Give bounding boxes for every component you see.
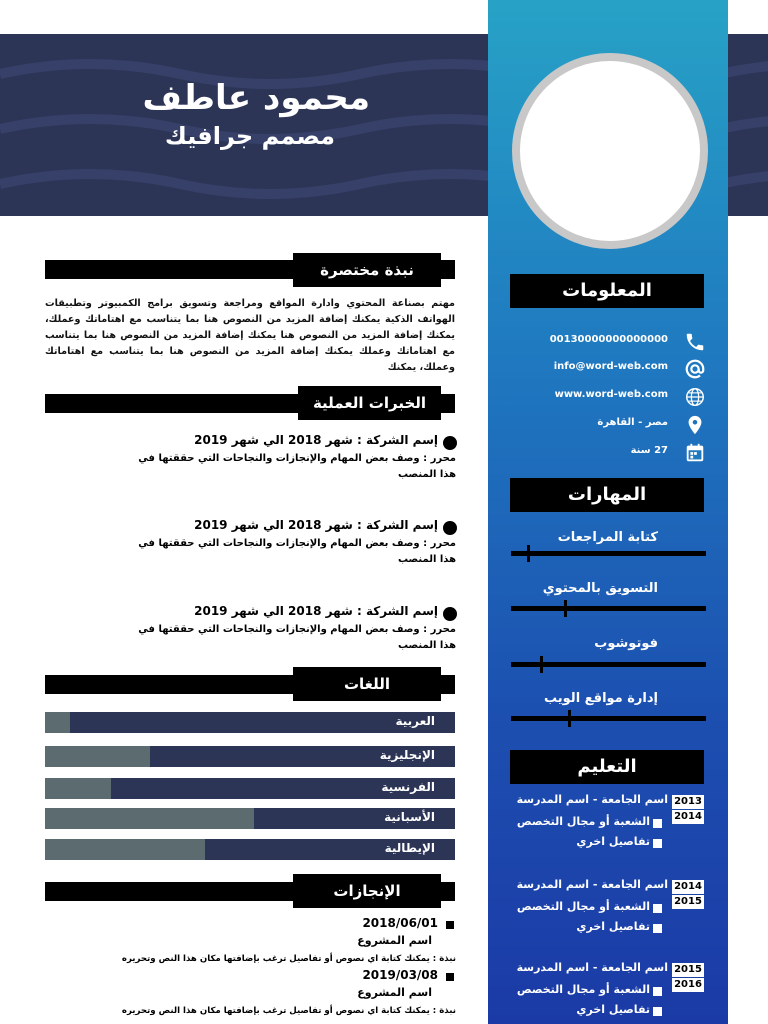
education-major: الشعبة أو مجال التخصص bbox=[516, 983, 650, 996]
achievement-note: نبذة : يمكنك كتابة اي نصوص أو تفاصيل ترغب بإضافتها مكان هذا النص وتحريره bbox=[121, 1006, 456, 1016]
skill-label: التسويق بالمحتوي bbox=[542, 581, 658, 596]
achievement-project: اسم المشروع bbox=[357, 934, 432, 947]
experience-bullet bbox=[443, 436, 457, 450]
achievements-heading: الإنجازات bbox=[293, 874, 441, 908]
skill-label: فوتوشوب bbox=[594, 636, 658, 651]
education-year-from: 2015 bbox=[672, 963, 704, 977]
education-heading: التعليم bbox=[510, 750, 704, 784]
age-text: 27 سنة bbox=[630, 445, 668, 456]
summary-heading: نبذة مختصرة bbox=[293, 253, 441, 287]
experience-bullet bbox=[443, 607, 457, 621]
achievement-bullet bbox=[446, 973, 454, 981]
location-text: مصر - القاهرة bbox=[597, 417, 668, 428]
website-text: www.word-web.com bbox=[554, 389, 668, 400]
phone-text: 00130000000000000 bbox=[549, 334, 668, 345]
language-name: العربية bbox=[395, 714, 435, 728]
language-level-fill bbox=[45, 839, 205, 860]
education-major-bullet bbox=[653, 904, 662, 913]
skill-label: كتابة المراجعات bbox=[557, 530, 658, 545]
language-name: الإيطالية bbox=[384, 841, 435, 855]
achievement-bullet bbox=[446, 921, 454, 929]
education-school: اسم الجامعة - اسم المدرسة bbox=[516, 793, 668, 806]
phone-icon bbox=[684, 331, 706, 353]
education-details-bullet bbox=[653, 1007, 662, 1016]
experience-title: إسم الشركة : شهر 2018 الي شهر 2019 bbox=[194, 433, 438, 447]
location-pin-icon bbox=[684, 414, 706, 436]
achievement-note: نبذة : يمكنك كتابة اي نصوص أو تفاصيل ترغب بإضافتها مكان هذا النص وتحريره bbox=[121, 954, 456, 964]
achievement-date: 2018/06/01 bbox=[362, 916, 438, 930]
education-year-from: 2014 bbox=[672, 880, 704, 894]
skills-heading: المهارات bbox=[510, 478, 704, 512]
education-major-bullet bbox=[653, 819, 662, 828]
language-level-fill bbox=[45, 778, 111, 799]
info-email-row bbox=[520, 358, 710, 380]
skill-level-marker bbox=[564, 600, 567, 617]
calendar-icon bbox=[684, 442, 706, 464]
education-major: الشعبة أو مجال التخصص bbox=[516, 815, 650, 828]
info-phone-row bbox=[520, 331, 710, 353]
experience-title: إسم الشركة : شهر 2018 الي شهر 2019 bbox=[194, 518, 438, 532]
bio-text: مهتم بصناعة المحتوي وادارة المواقع ومراجعة وتسويق برامج الكمبيوتر وتطبيقات الهواتف الذكية يمكنك إضافة المزيد من النصوص هنا بما يتناسب مع اهتاماتك وعملك، يمكنك إضافة المزيد من النصوص هنا يمكنك إضافة المزيد من النصوص هنا بما يتناسب مع اهتاماتك وعملك يمكنك إضافة المزيد من النصوص هنا بما يتناسب مع اهتاماتك وعملك، يمكنك bbox=[45, 298, 455, 373]
experience-description: محرر : وصف بعض المهام والإنجازات والنجاحات التي حققتها في هذا المنصب bbox=[138, 453, 456, 480]
language-level-fill bbox=[45, 746, 150, 767]
info-heading: المعلومات bbox=[510, 274, 704, 308]
experience-bullet bbox=[443, 521, 457, 535]
experience-title: إسم الشركة : شهر 2018 الي شهر 2019 bbox=[194, 604, 438, 618]
language-bar bbox=[45, 712, 455, 733]
language-bar bbox=[45, 839, 455, 860]
achievement-date: 2019/03/08 bbox=[362, 968, 438, 982]
language-bar bbox=[45, 808, 455, 829]
language-bar bbox=[45, 746, 455, 767]
education-details-bullet bbox=[653, 839, 662, 848]
globe-icon bbox=[684, 386, 706, 408]
skill-bar bbox=[511, 662, 706, 667]
education-major-bullet bbox=[653, 987, 662, 996]
profile-photo bbox=[512, 53, 708, 249]
education-details-bullet bbox=[653, 924, 662, 933]
email-text: info@word-web.com bbox=[553, 361, 668, 372]
skill-bar bbox=[511, 606, 706, 611]
experience-heading: الخبرات العملية bbox=[298, 386, 441, 420]
language-level-fill bbox=[45, 712, 70, 733]
skill-bar bbox=[511, 551, 706, 556]
experience-description: محرر : وصف بعض المهام والإنجازات والنجاحات التي حققتها في هذا المنصب bbox=[138, 624, 456, 651]
language-name: الإنجليزية bbox=[379, 748, 435, 762]
language-bar bbox=[45, 778, 455, 799]
education-year-from: 2013 bbox=[672, 795, 704, 809]
education-details: تفاصيل اخري bbox=[576, 835, 650, 848]
education-major: الشعبة أو مجال التخصص bbox=[516, 900, 650, 913]
skill-level-marker bbox=[568, 710, 571, 727]
info-location-row bbox=[520, 414, 710, 436]
education-school: اسم الجامعة - اسم المدرسة bbox=[516, 878, 668, 891]
language-level-fill bbox=[45, 808, 254, 829]
info-age-row bbox=[520, 442, 710, 464]
person-name: محمود عاطف bbox=[142, 78, 370, 118]
at-icon bbox=[684, 358, 706, 380]
education-year-to: 2016 bbox=[672, 978, 704, 992]
skill-level-marker bbox=[540, 656, 543, 673]
skill-label: إدارة مواقع الويب bbox=[544, 691, 658, 706]
education-details: تفاصيل اخري bbox=[576, 1003, 650, 1016]
job-title: مصمم جرافيك bbox=[164, 122, 335, 150]
education-year-to: 2014 bbox=[672, 810, 704, 824]
skill-bar bbox=[511, 716, 706, 721]
education-school: اسم الجامعة - اسم المدرسة bbox=[516, 961, 668, 974]
info-website-row bbox=[520, 386, 710, 408]
skill-level-marker bbox=[527, 545, 530, 562]
education-details: تفاصيل اخري bbox=[576, 920, 650, 933]
achievement-project: اسم المشروع bbox=[357, 986, 432, 999]
language-name: الأسبانية bbox=[384, 810, 435, 824]
language-name: الفرنسية bbox=[381, 780, 435, 794]
languages-heading: اللغات bbox=[293, 667, 441, 701]
education-year-to: 2015 bbox=[672, 895, 704, 909]
experience-description: محرر : وصف بعض المهام والإنجازات والنجاحات التي حققتها في هذا المنصب bbox=[138, 538, 456, 565]
